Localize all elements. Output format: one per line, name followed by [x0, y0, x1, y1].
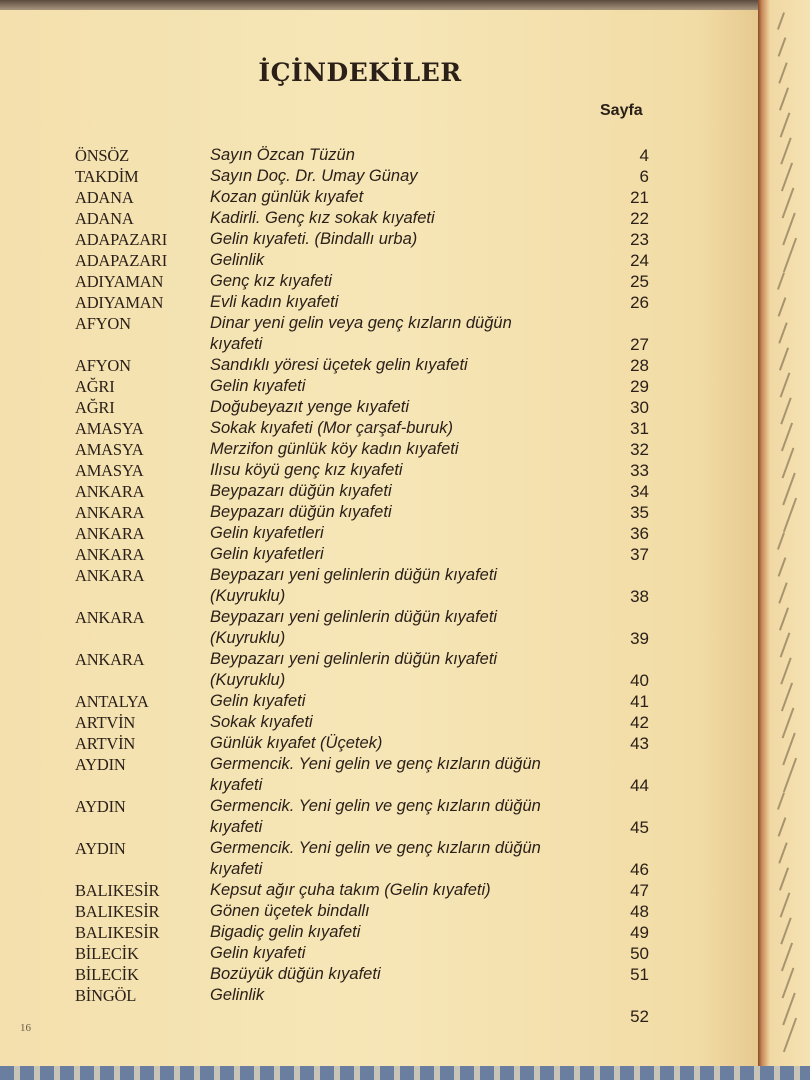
- toc-entry: [75, 271, 655, 292]
- province-name: ARTVİN: [75, 713, 136, 732]
- toc-line: [75, 271, 655, 292]
- table-of-contents: [75, 145, 655, 1027]
- province-name: ADAPAZARI: [75, 251, 168, 270]
- facing-page-text-fragment: [781, 683, 793, 712]
- page-ref: 4: [639, 146, 649, 165]
- toc-line: [75, 187, 655, 208]
- facing-page-text-fragment: [778, 37, 787, 56]
- entry-title: Germencik. Yeni gelin ve genç kızların düğün: [210, 797, 541, 815]
- province-name: AMASYA: [75, 419, 144, 438]
- toc-entry: [75, 964, 655, 985]
- page-ref: 50: [630, 944, 649, 963]
- entry-title: Sokak kıyafeti (Mor çarşaf-buruk): [210, 419, 453, 437]
- toc-line: [75, 817, 655, 838]
- page-ref: 35: [630, 503, 649, 522]
- page-ref: 45: [630, 818, 649, 837]
- toc-entry: [75, 208, 655, 229]
- toc-line: [75, 376, 655, 397]
- entry-title: Gönen üçetek bindallı: [210, 902, 370, 920]
- toc-line: [75, 166, 655, 187]
- toc-line: [75, 775, 655, 796]
- page-ref: 46: [630, 860, 649, 879]
- toc-line: [75, 544, 655, 565]
- province-name: TAKDİM: [75, 167, 139, 186]
- entry-title: Gelinlik: [210, 251, 265, 269]
- toc-line: [75, 145, 655, 166]
- toc-line: [75, 481, 655, 502]
- page-ref: 30: [630, 398, 649, 417]
- facing-page-text-fragment: [783, 1018, 797, 1053]
- entry-title: Beypazarı düğün kıyafeti: [210, 482, 392, 500]
- page-ref: 42: [630, 713, 649, 732]
- toc-line: [75, 565, 655, 586]
- toc-line: [75, 208, 655, 229]
- entry-title: Doğubeyazıt yenge kıyafeti: [210, 398, 410, 416]
- page-ref: 38: [630, 587, 649, 606]
- page-ref: 22: [630, 209, 649, 228]
- facing-page-text-fragment: [778, 557, 787, 576]
- page-ref: 37: [630, 545, 649, 564]
- entry-title: Sayın Doç. Dr. Umay Günay: [210, 167, 418, 185]
- page-ref: 33: [630, 461, 649, 480]
- page-ref: 27: [630, 335, 649, 354]
- facing-page-text-fragment: [781, 163, 793, 192]
- facing-page-text-fragment: [783, 758, 797, 793]
- entry-title: Sandıklı yöresi üçetek gelin kıyafeti: [210, 356, 468, 374]
- facing-page-text-fragment: [777, 532, 785, 550]
- facing-page-text-fragment: [777, 792, 785, 810]
- toc-line: [75, 334, 655, 355]
- toc-entry: [75, 544, 655, 565]
- page-ref: 31: [630, 419, 649, 438]
- province-name: AFYON: [75, 314, 131, 333]
- entry-title: kıyafeti: [210, 860, 263, 878]
- province-name: BALIKESİR: [75, 923, 160, 942]
- province-name: BİLECİK: [75, 965, 139, 984]
- entry-title: Ilısu köyü genç kız kıyafeti: [210, 461, 403, 479]
- facing-page-text-fragment: [781, 423, 793, 452]
- province-name: ANKARA: [75, 545, 145, 564]
- facing-page-edge: [758, 0, 810, 1080]
- toc-line: [75, 859, 655, 880]
- toc-line: [75, 397, 655, 418]
- page-title: İÇİNDEKİLER: [258, 58, 462, 87]
- province-name: ÖNSÖZ: [75, 146, 130, 165]
- toc-line: [75, 796, 655, 817]
- page-ref: 36: [630, 524, 649, 543]
- toc-entry: [75, 376, 655, 397]
- book-bottom-edge: [0, 1066, 810, 1080]
- toc-entry: [75, 943, 655, 964]
- toc-entry: [75, 985, 655, 1027]
- toc-line: [75, 460, 655, 481]
- page-column-header: Sayfa: [600, 102, 643, 119]
- entry-title: Bigadiç gelin kıyafeti: [210, 923, 361, 941]
- page-ref: 24: [630, 251, 649, 270]
- entry-title: Gelin kıyafeti. (Bindallı urba): [210, 230, 418, 248]
- toc-entry: [75, 880, 655, 901]
- province-name: AMASYA: [75, 440, 144, 459]
- page-ref: 32: [630, 440, 649, 459]
- entry-title: Evli kadın kıyafeti: [210, 293, 339, 311]
- page-ref: 34: [630, 482, 649, 501]
- toc-line: [75, 292, 655, 313]
- toc-entry: [75, 166, 655, 187]
- entry-title: Sayın Özcan Tüzün: [210, 146, 355, 164]
- toc-entry: [75, 313, 655, 355]
- facing-page-text-fragment: [778, 62, 787, 83]
- entry-title: Beypazarı yeni gelinlerin düğün kıyafeti: [210, 608, 498, 626]
- toc-entry: [75, 733, 655, 754]
- toc-line: [75, 523, 655, 544]
- toc-line: [75, 733, 655, 754]
- entry-title: kıyafeti: [210, 335, 263, 353]
- facing-page-text-fragment: [779, 347, 789, 370]
- facing-page-text-fragment: [780, 112, 791, 137]
- entry-title: kıyafeti: [210, 818, 263, 836]
- toc-entry: [75, 250, 655, 271]
- toc-entry: [75, 691, 655, 712]
- page-ref: 52: [630, 1007, 649, 1026]
- province-name: AYDIN: [75, 797, 126, 816]
- toc-line: [75, 754, 655, 775]
- entry-title: Gelinlik: [210, 986, 265, 1004]
- entry-title: Kozan günlük kıyafet: [210, 188, 364, 206]
- entry-title: Gelin kıyafeti: [210, 377, 306, 395]
- facing-page-text-fragment: [780, 372, 791, 397]
- page-ref: 43: [630, 734, 649, 753]
- entry-title: Gelin kıyafeti: [210, 944, 306, 962]
- facing-page-text-fragment: [779, 867, 789, 890]
- toc-line: [75, 985, 655, 1006]
- toc-line: [75, 355, 655, 376]
- facing-page-text-fragment: [780, 658, 791, 685]
- province-name: BALIKESİR: [75, 881, 160, 900]
- facing-page-text-fragment: [780, 632, 791, 657]
- facing-page-text-fragment: [780, 918, 791, 945]
- page-ref: 26: [630, 293, 649, 312]
- province-name: AYDIN: [75, 839, 126, 858]
- province-name: ANKARA: [75, 566, 145, 585]
- toc-entry: [75, 397, 655, 418]
- toc-line: [75, 943, 655, 964]
- entry-title: Germencik. Yeni gelin ve genç kızların düğün: [210, 839, 541, 857]
- facing-page-text-fragment: [779, 87, 789, 110]
- toc-entry: [75, 838, 655, 880]
- entry-title: Beypazarı yeni gelinlerin düğün kıyafeti: [210, 650, 498, 668]
- page-ref: 29: [630, 377, 649, 396]
- facing-page-text-fragment: [783, 498, 797, 533]
- entry-title: (Kuyruklu): [210, 587, 286, 605]
- page-ref: 47: [630, 881, 649, 900]
- entry-title: Gelin kıyafetleri: [210, 545, 324, 563]
- toc-entry: [75, 418, 655, 439]
- toc-entry: [75, 523, 655, 544]
- province-name: ANKARA: [75, 503, 145, 522]
- toc-entry: [75, 901, 655, 922]
- toc-entry: [75, 355, 655, 376]
- province-name: ANKARA: [75, 650, 145, 669]
- entry-title: Sokak kıyafeti: [210, 713, 313, 731]
- page-ref: 21: [630, 188, 649, 207]
- province-name: ANKARA: [75, 524, 145, 543]
- facing-page-text-fragment: [778, 582, 787, 603]
- page-ref: 44: [630, 776, 649, 795]
- facing-page-text-fragment: [778, 297, 787, 316]
- toc-entry: [75, 502, 655, 523]
- toc-line: [75, 418, 655, 439]
- page-ref: 51: [630, 965, 649, 984]
- toc-line: [75, 691, 655, 712]
- toc-line: [75, 250, 655, 271]
- province-name: ARTVİN: [75, 734, 136, 753]
- province-name: AMASYA: [75, 461, 144, 480]
- toc-entry: [75, 292, 655, 313]
- toc-line: [75, 901, 655, 922]
- entry-title: Bozüyük düğün kıyafeti: [210, 965, 381, 983]
- page-ref: 48: [630, 902, 649, 921]
- toc-entry: [75, 565, 655, 607]
- entry-title: Beypazarı düğün kıyafeti: [210, 503, 392, 521]
- facing-page-text-fragment: [780, 138, 791, 165]
- province-name: ADANA: [75, 188, 134, 207]
- province-name: ADANA: [75, 209, 134, 228]
- province-name: AĞRI: [75, 377, 115, 396]
- entry-title: Gelin kıyafeti: [210, 692, 306, 710]
- toc-entry: [75, 922, 655, 943]
- province-name: ANKARA: [75, 608, 145, 627]
- toc-entry: [75, 481, 655, 502]
- entry-title: Merzifon günlük köy kadın kıyafeti: [210, 440, 459, 458]
- toc-line: [75, 229, 655, 250]
- province-name: ADIYAMAN: [75, 272, 164, 291]
- toc-line: [75, 1006, 655, 1027]
- entry-title: Dinar yeni gelin veya genç kızların düğün: [210, 314, 512, 332]
- entry-title: Beypazarı yeni gelinlerin düğün kıyafeti: [210, 566, 498, 584]
- toc-entry: [75, 712, 655, 733]
- facing-page-text-fragment: [779, 607, 789, 630]
- facing-page-text-fragment: [783, 238, 797, 273]
- page-ref: 23: [630, 230, 649, 249]
- toc-line: [75, 313, 655, 334]
- toc-line: [75, 607, 655, 628]
- entry-title: Genç kız kıyafeti: [210, 272, 332, 290]
- page-ref: 49: [630, 923, 649, 942]
- entry-title: (Kuyruklu): [210, 671, 286, 689]
- entry-title: (Kuyruklu): [210, 629, 286, 647]
- facing-page-text-fragment: [777, 12, 785, 30]
- toc-line: [75, 628, 655, 649]
- province-name: ANKARA: [75, 482, 145, 501]
- entry-title: Germencik. Yeni gelin ve genç kızların düğün: [210, 755, 541, 773]
- page-ref: 25: [630, 272, 649, 291]
- province-name: AFYON: [75, 356, 131, 375]
- toc-line: [75, 922, 655, 943]
- toc-line: [75, 439, 655, 460]
- toc-line: [75, 670, 655, 691]
- page-ref: 28: [630, 356, 649, 375]
- facing-page-text-fragment: [777, 272, 785, 290]
- entry-title: Günlük kıyafet (Üçetek): [210, 734, 383, 752]
- toc-line: [75, 712, 655, 733]
- toc-entry: [75, 754, 655, 796]
- facing-page-text-fragment: [780, 398, 791, 425]
- toc-entry: [75, 649, 655, 691]
- province-name: AĞRI: [75, 398, 115, 417]
- toc-line: [75, 838, 655, 859]
- page-ref: 41: [630, 692, 649, 711]
- province-name: ADAPAZARI: [75, 230, 168, 249]
- toc-line: [75, 649, 655, 670]
- page-ref: 39: [630, 629, 649, 648]
- page-ref: 6: [639, 167, 649, 186]
- toc-entry: [75, 145, 655, 166]
- province-name: BİLECİK: [75, 944, 139, 963]
- entry-title: Gelin kıyafetleri: [210, 524, 324, 542]
- province-name: ANTALYA: [75, 692, 149, 711]
- toc-entry: [75, 439, 655, 460]
- toc-line: [75, 586, 655, 607]
- facing-page-text-fragment: [778, 817, 787, 836]
- toc-entry: [75, 607, 655, 649]
- page-number: 16: [20, 1022, 31, 1034]
- toc-line: [75, 964, 655, 985]
- toc-line: [75, 880, 655, 901]
- entry-title: Kepsut ağır çuha takım (Gelin kıyafeti): [210, 881, 491, 899]
- province-name: ADIYAMAN: [75, 293, 164, 312]
- facing-page-text-fragment: [780, 892, 791, 917]
- entry-title: Kadirli. Genç kız sokak kıyafeti: [210, 209, 435, 227]
- facing-page-text-fragment: [778, 842, 787, 863]
- facing-page-text-fragment: [778, 322, 787, 343]
- page-ref: 40: [630, 671, 649, 690]
- province-name: BALIKESİR: [75, 902, 160, 921]
- toc-entry: [75, 187, 655, 208]
- toc-entry: [75, 796, 655, 838]
- province-name: AYDIN: [75, 755, 126, 774]
- province-name: BİNGÖL: [75, 986, 137, 1005]
- toc-entry: [75, 460, 655, 481]
- facing-page-text-fragment: [781, 943, 793, 972]
- entry-title: kıyafeti: [210, 776, 263, 794]
- toc-entry: [75, 229, 655, 250]
- toc-line: [75, 502, 655, 523]
